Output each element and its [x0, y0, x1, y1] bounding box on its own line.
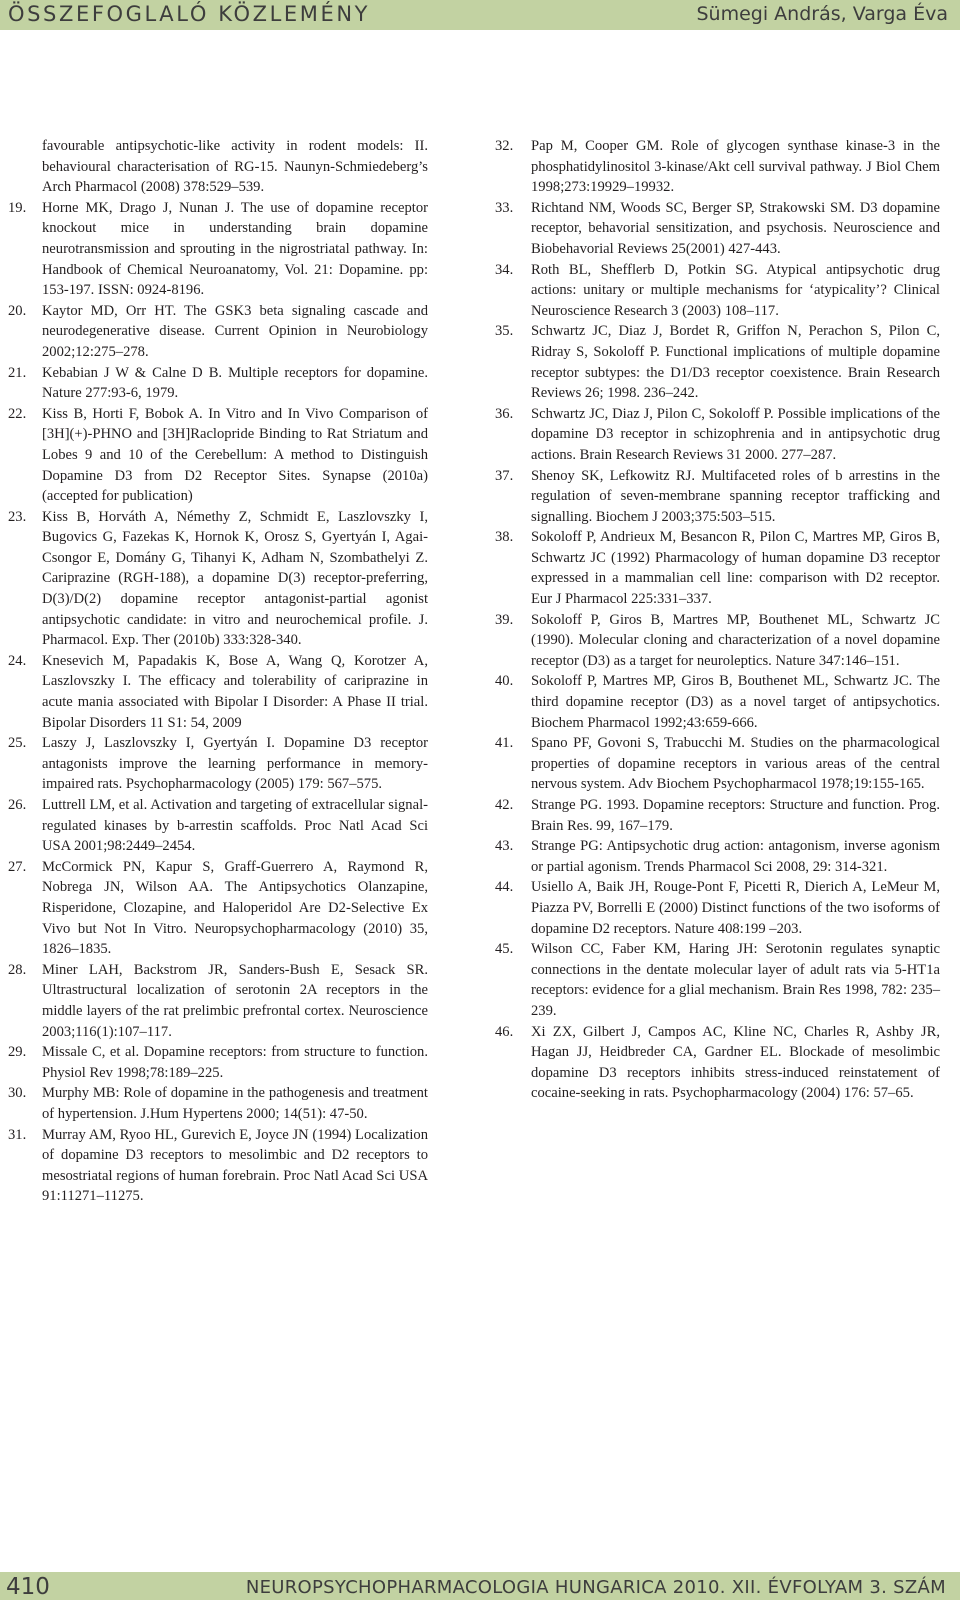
reference-number: 34. — [495, 261, 514, 278]
section-title: ÖSSZEFOGLALÓ KÖZLEMÉNY — [8, 2, 371, 26]
reference-text: Sokoloff P, Andrieux M, Besancon R, Pilon C, Martres MP, Giros B, Schwartz JC (1992) Pharmacology of human dopamine D3 receptor expressed in a mammalian cell line: comparison with D2 receptor. Eur J Pharmacol 225:331–337. — [531, 529, 940, 608]
reference-number: 25. — [8, 735, 27, 752]
reference-number: 37. — [495, 467, 514, 484]
reference-text: Spano PF, Govoni S, Trabucchi M. Studies on the pharmacological properties of dopamine receptors in various areas of the central nervous system. Adv Biochem Psychopharmacol 1978;19:155-165. — [531, 735, 940, 793]
reference-text: Knesevich M, Papadakis K, Bose A, Wang Q, Korotzer A, Laszlovszky I. The efficacy and tolerability of cariprazine in acute mania associated with Bipolar I Disorder: A Phase II trial. Bipolar Disorders 11 S1: 54, 2009 — [42, 652, 428, 731]
reference-number: 43. — [495, 838, 514, 855]
reference-text: Usiello A, Baik JH, Rouge-Pont F, Picetti R, Dierich A, LeMeur M, Piazza PV, Borrelli E (2000) Distinct functions of the two isoforms of dopamine D2 receptors. Nature 408:199 –203. — [531, 879, 940, 937]
reference-text: Xi ZX, Gilbert J, Campos AC, Kline NC, Charles R, Ashby JR, Hagan JJ, Heidbreder CA, Gardner EL. Blockade of mesolimbic dopamine D3 receptors inhibits stress-induced reinstatement of cocaine-seeking in rats. Psychopharmacology (2004) 176: 57–65. — [531, 1023, 940, 1102]
reference-text: Schwartz JC, Diaz J, Bordet R, Griffon N, Perachon S, Pilon C, Ridray S, Sokoloff P. Functional implications of multiple dopamine receptor subtypes: the D1/D3 receptor coexistence. Brain Research Reviews 26; 1998. 236–242. — [531, 323, 940, 402]
reference-number: 26. — [8, 797, 27, 813]
reference-item — [8, 363, 428, 404]
reference-item — [495, 610, 940, 672]
reference-item — [495, 136, 940, 198]
reference-number: 20. — [8, 302, 27, 319]
reference-number: 46. — [495, 1023, 514, 1040]
reference-text: Horne MK, Drago J, Nunan J. The use of dopamine receptor knockout mice in understanding brain dopamine neurotransmission and sprouting in the nigrostriatal pathway. In: Handbook of Chemical Neuroanatomy, Vol. 21: Dopamine. pp: 153-197. ISSN: 0924-8196. — [42, 199, 428, 299]
reference-number: 40. — [495, 673, 514, 690]
reference-number: 21. — [8, 364, 27, 381]
reference-text: Sokoloff P, Giros B, Martres MP, Bouthenet ML, Schwartz JC (1990). Molecular cloning and characterization of a novel dopamine receptor (D3) as a target for neuroleptics. Nature 347:146–151. — [531, 611, 940, 669]
reference-text: Wilson CC, Faber KM, Haring JH: Serotonin regulates synaptic connections in the dentate molecular layer of adult rats via 5-HT1a receptors: evidence for a glial mechanism. Brain Res 1998, 782: 235–239. — [531, 941, 940, 1019]
reference-text: Kaytor MD, Orr HT. The GSK3 beta signaling cascade and neurodegenerative disease. Current Opinion in Neurobiology 2002;12:275–278. — [42, 302, 428, 360]
reference-number: 33. — [495, 199, 514, 216]
reference-number: 42. — [495, 797, 514, 813]
reference-number: 19. — [8, 199, 27, 216]
reference-text: Shenoy SK, Lefkowitz RJ. Multifaceted roles of b arrestins in the regulation of seven-membrane spanning receptor trafficking and signalling. Biochem J 2003;375:503–515. — [531, 467, 940, 525]
reference-item — [8, 301, 428, 363]
reference-number: 27. — [8, 858, 27, 875]
reference-text: Pap M, Cooper GM. Role of glycogen synthase kinase-3 in the phosphatidylinositol 3-kinase/Akt cell survival pathway. J Biol Chem 1998;273:19929–19932. — [531, 138, 940, 196]
reference-column-left — [8, 136, 428, 1207]
reference-item — [495, 795, 940, 836]
reference-text: Schwartz JC, Diaz J, Pilon C, Sokoloff P. Possible implications of the dopamine D3 receptor in schizophrenia and in antipsychotic drug actions. Brain Research Reviews 31 2000. 277–287. — [531, 405, 940, 463]
reference-column-right — [495, 136, 940, 1104]
reference-text: Missale C, et al. Dopamine receptors: from structure to function. Physiol Rev 1998;78:189–225. — [42, 1044, 428, 1081]
reference-text: Sokoloff P, Martres MP, Giros B, Bouthenet ML, Schwartz JC. The third dopamine receptor (D3) as a novel target of antipsychotics. Biochem Pharmacol 1992;43:659-666. — [531, 673, 940, 731]
reference-number: 36. — [495, 405, 514, 422]
reference-item — [495, 321, 940, 403]
reference-number: 32. — [495, 138, 514, 154]
reference-number: 29. — [8, 1044, 27, 1061]
reference-text: Richtand NM, Woods SC, Berger SP, Strakowski SM. D3 dopamine receptor, behavorial sensitization, and psychosis. Neuroscience and Biobehavorial Reviews 25(2001) 427-443. — [531, 199, 940, 257]
reference-item — [495, 939, 940, 1021]
reference-number: 44. — [495, 879, 514, 896]
reference-number: 23. — [8, 508, 27, 525]
journal-title: NEUROPSYCHOPHARMACOLOGIA HUNGARICA 2010. XII. ÉVFOLYAM 3. SZÁM — [245, 1577, 946, 1598]
reference-number: 28. — [8, 961, 27, 978]
reference-item — [495, 877, 940, 939]
reference-text: Laszy J, Laszlovszky I, Gyertyán I. Dopamine D3 receptor antagonists improve the learning performance in memory-impaired rats. Psychopharmacology (2005) 179: 567–575. — [42, 735, 428, 793]
reference-item — [8, 1125, 428, 1207]
reference-item — [495, 260, 940, 322]
reference-text: Kiss B, Horti F, Bobok A. In Vitro and In Vivo Comparison of [3H](+)-PHNO and [3H]Raclopride Binding to Rat Striatum and Lobes 9 and 10 of the Cerebellum: A method to Distinguish Dopamine D3 from D2 Receptor Sites. Synapse (2010a) (accepted for publication) — [42, 405, 428, 505]
reference-text: Kiss B, Horváth A, Némethy Z, Schmidt E, Laszlovszky I, Bugovics G, Fazekas K, Hornok K, Orosz S, Gyertyán I, Agai-Csongor E, Domány G, Tihanyi K, Adham N, Szombathelyi Z. Cariprazine (RGH-188), a dopamine D(3) receptor-preferring, D(3)/D(2) dopamine receptor antagonist-partial agonist antipsychotic candidate: in vitro and neurochemical profile. J. Pharmacol. Exp. Ther (2010b) 333:328-340. — [42, 508, 428, 649]
reference-number: 31. — [8, 1126, 27, 1143]
reference-text: Luttrell LM, et al. Activation and targeting of extracellular signal-regulated kinases by b-arrestin scaffolds. Proc Natl Acad Sci USA 2001;98:2449–2454. — [42, 797, 428, 855]
reference-item — [8, 651, 428, 733]
reference-item — [495, 527, 940, 609]
reference-text: Kebabian J W & Calne D B. Multiple receptors for dopamine. Nature 277:93-6, 1979. — [42, 364, 428, 402]
reference-number: 30. — [8, 1085, 27, 1102]
reference-item — [495, 671, 940, 733]
reference-number: 22. — [8, 405, 27, 422]
reference-item — [8, 1042, 428, 1083]
reference-number: 35. — [495, 323, 514, 340]
page-number: 410 — [6, 1574, 50, 1600]
reference-item — [8, 404, 428, 507]
reference-item — [8, 960, 428, 1042]
reference-item — [8, 857, 428, 960]
reference-number: 24. — [8, 652, 27, 669]
reference-item — [495, 466, 940, 528]
author-names: Sümegi András, Varga Éva — [696, 3, 948, 25]
reference-text: Strange PG. 1993. Dopamine receptors: Structure and function. Prog. Brain Res. 99, 167–179. — [531, 797, 940, 834]
reference-text: Murphy MB: Role of dopamine in the pathogenesis and treatment of hypertension. J.Hum Hypertens 2000; 14(51): 47-50. — [42, 1085, 428, 1122]
reference-item — [495, 836, 940, 877]
reference-item — [495, 1022, 940, 1104]
reference-item — [495, 404, 940, 466]
reference-text: Murray AM, Ryoo HL, Gurevich E, Joyce JN (1994) Localization of dopamine D3 receptors to mesolimbic and D2 receptors to mesostriatal regions of human forebrain. Proc Natl Acad Sci USA 91:11271–11275. — [42, 1126, 428, 1205]
reference-item — [8, 1083, 428, 1124]
reference-item — [495, 198, 940, 260]
reference-text: McCormick PN, Kapur S, Graff-Guerrero A, Raymond R, Nobrega JN, Wilson AA. The Antipsychotics Olanzapine, Risperidone, Clozapine, and Haloperidol Are D2-Selective Ex Vivo but Not In Vitro. Neuropsychopharmacology (2010) 35, 1826–1835. — [42, 858, 428, 958]
reference-continuation: favourable antipsychotic-like activity in rodent models: II. behavioural characterisation of RG-15. Naunyn-Schmiedeberg’s Arch Pharmacol (2008) 378:529–539. — [42, 138, 428, 196]
reference-number: 38. — [495, 529, 514, 546]
reference-item — [8, 507, 428, 651]
reference-text: Miner LAH, Backstrom JR, Sanders-Bush E, Sesack SR. Ultrastructural localization of serotonin 2A receptors in the middle layers of the rat prelimbic prefrontal cortex. Neuroscience 2003;116(1):107–117. — [42, 961, 428, 1040]
reference-item — [8, 795, 428, 857]
reference-text: Roth BL, Shefflerb D, Potkin SG. Atypical antipsychotic drug actions: unitary or multiple mechanisms for ‘atypicality’? Clinical Neuroscience Research 3 (2003) 108–117. — [531, 261, 940, 319]
reference-item — [8, 198, 428, 301]
reference-number: 45. — [495, 941, 514, 958]
reference-item — [495, 733, 940, 795]
reference-text: Strange PG: Antipsychotic drug action: antagonism, inverse agonism or partial agonism. Trends Pharmacol Sci 2008, 29: 314-321. — [531, 838, 940, 875]
reference-number: 39. — [495, 611, 514, 628]
reference-item — [8, 733, 428, 795]
reference-number: 41. — [495, 735, 514, 752]
